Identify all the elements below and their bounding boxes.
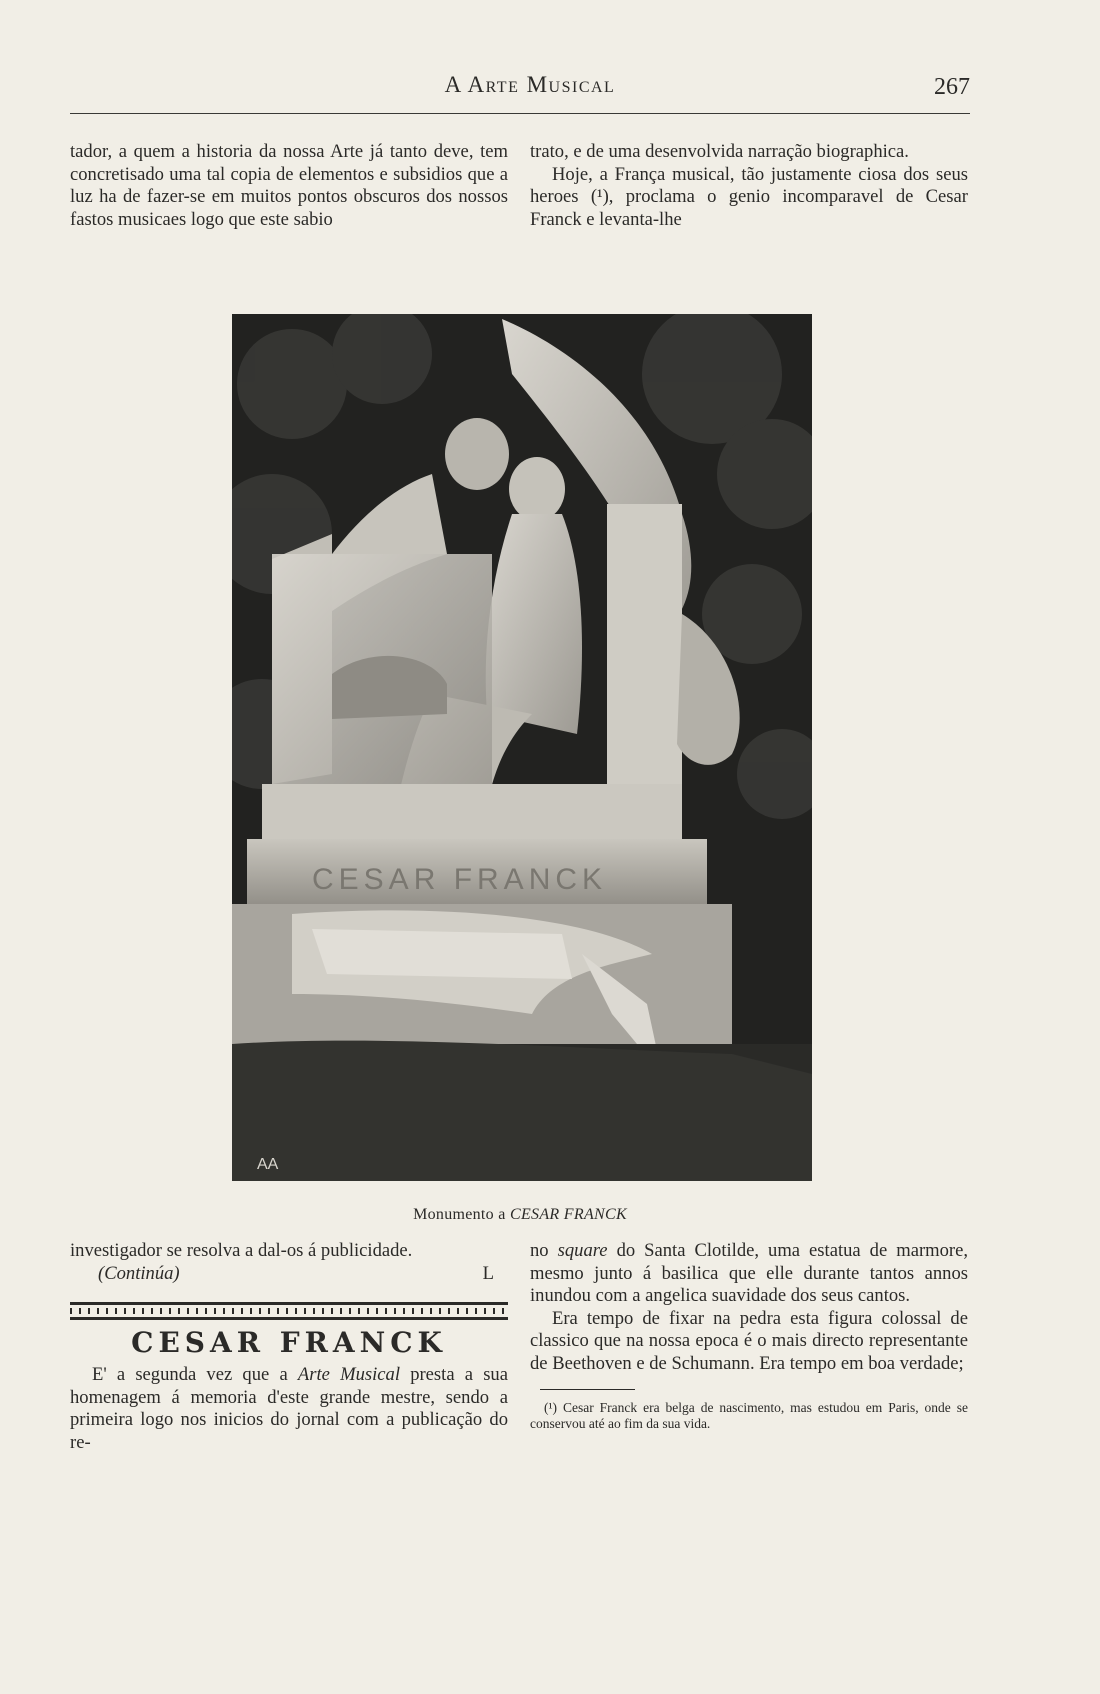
paragraph-top-right-2: Hoje, a França musical, tão justamente ciosa dos seus heroes (¹), proclama o genio incomparavel de Cesar Franck e levanta-lhe: [530, 163, 968, 230]
square-start: no: [530, 1240, 549, 1261]
inscription-text: CESAR FRANCK: [312, 863, 608, 896]
monument-illustration: [232, 314, 812, 1181]
journal-name: Arte Musical: [297, 1364, 400, 1385]
square-end: do Santa Clotilde, uma estatua de marmore, mesmo junto á basilica que elle durante tantos annos inundou com a angelica suavidade dos seus cantos.: [530, 1240, 968, 1306]
paragraph-continuation: investigador se resolva a dal-os á publicidade.: [70, 1240, 413, 1261]
page-number: 267: [934, 74, 970, 100]
paragraph-era-tempo: Era tempo de fixar na pedra esta figura colossal de classico que na nossa epoca é o mais directo representante de Beethoven e de Schumann. Era tempo em boa verdade;: [530, 1307, 968, 1374]
caption-name: CESAR FRANCK: [510, 1206, 627, 1223]
ornamental-divider: [70, 1300, 508, 1322]
paragraph-intro: [70, 1364, 508, 1454]
header-rule: [70, 113, 970, 114]
continua-note: (Continúa): [98, 1262, 180, 1284]
paragraph-top-right-1: trato, e de uma desenvolvida narração biographica.: [530, 141, 909, 162]
photo-caption: [270, 1206, 770, 1224]
column-top-right: [530, 141, 968, 231]
continua-line: [98, 1263, 508, 1286]
column-bottom-left: [70, 1240, 508, 1454]
monument-photograph: [232, 314, 812, 1181]
paragraph-top-left: tador, a quem a historia da nossa Arte já tanto deve, tem concretisado uma tal copia de elementos e subsidios que a luz ha de fazer-se em muitos pontos obscuros dos nossos fastos musicaes logo que este sabio: [70, 141, 508, 230]
caption-prefix: Monumento a: [413, 1206, 506, 1223]
column-bottom-right: [530, 1240, 968, 1432]
photographer-monogram: AA: [257, 1156, 279, 1173]
intro-end: presta a sua homenagem á memoria d'este grande mestre, sendo a primeira logo nos inicios do jornal com a publicação do re-: [70, 1364, 508, 1453]
footnote: (¹) Cesar Franck era belga de nascimento, mas estudou em Paris, onde se conservou até ao fim da sua vida.: [530, 1400, 968, 1431]
column-top-left: [70, 141, 508, 231]
section-heading: CESAR FRANCK: [131, 1325, 447, 1359]
footnote-rule: [540, 1389, 635, 1390]
paragraph-square: [530, 1240, 968, 1308]
square-italic: square: [557, 1240, 608, 1261]
running-header-title: A Arte Musical: [444, 72, 616, 97]
intro-start: E' a segunda vez que a: [92, 1364, 288, 1385]
author-initial: L: [482, 1262, 494, 1284]
